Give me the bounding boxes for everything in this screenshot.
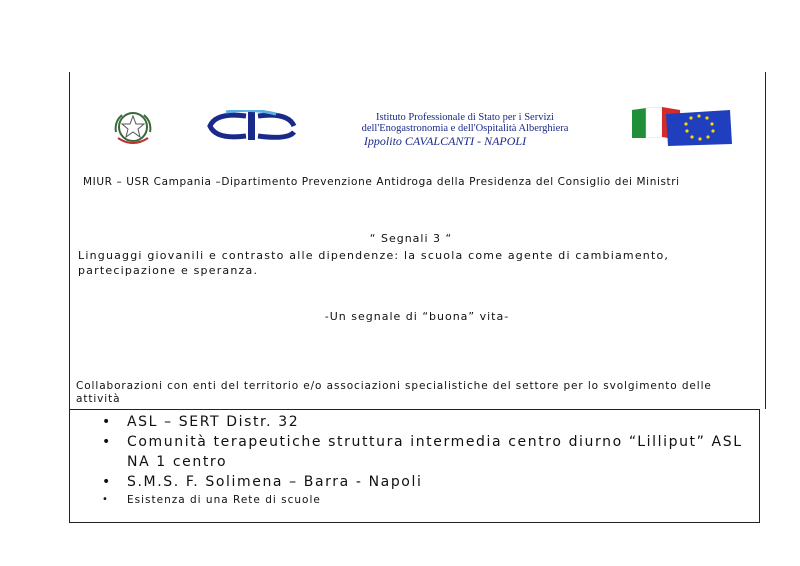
partner-label: Comunità terapeutiche struttura intermedia centro diurno “Lilliput” ASL NA 1 centro [127,434,743,470]
project-subtitle: Linguaggi giovanili e contrasto alle dipendenze: la scuola come agente di cambiamento, partecipazione e speranza. [78,249,670,277]
list-item [100,432,750,472]
flags-icon [630,104,734,148]
italian-republic-emblem-icon [110,108,156,148]
list-item [100,472,750,492]
bullet-icon: • [102,494,109,505]
list-item [100,492,750,508]
institute-line-2: dell'Enogastronomia e dell'Ospitalità Alberghiera [361,123,569,134]
collaborations-heading: Collaborazioni con enti del territorio e/o associazioni specialistiche del settore per lo svolgimento delle attività [76,380,712,405]
institute-line-1: Istituto Professionale di Stato per i Servizi [376,112,554,123]
project-tagline: -Un segnale di “buona” vita- [324,310,510,323]
partners-list [100,412,750,508]
bullet-icon: • [102,414,112,430]
list-item [100,412,750,432]
institute-line-3: Ippolito CAVALCANTI - NAPOLI [363,134,527,148]
project-title: “ Segnali 3 “ [369,232,453,245]
partner-label: Esistenza di una Rete di scuole [127,494,321,506]
bullet-icon: • [102,434,112,450]
bullet-icon: • [102,474,112,490]
miur-line: MIUR – USR Campania –Dipartimento Prevenzione Antidroga della Presidenza del Consiglio dei Ministri [83,176,680,188]
eu-flag-icon [666,110,732,146]
institute-name [310,112,620,148]
partner-label: S.M.S. F. Solimena – Barra - Napoli [127,474,423,490]
partner-label: ASL – SERT Distr. 32 [127,414,300,430]
